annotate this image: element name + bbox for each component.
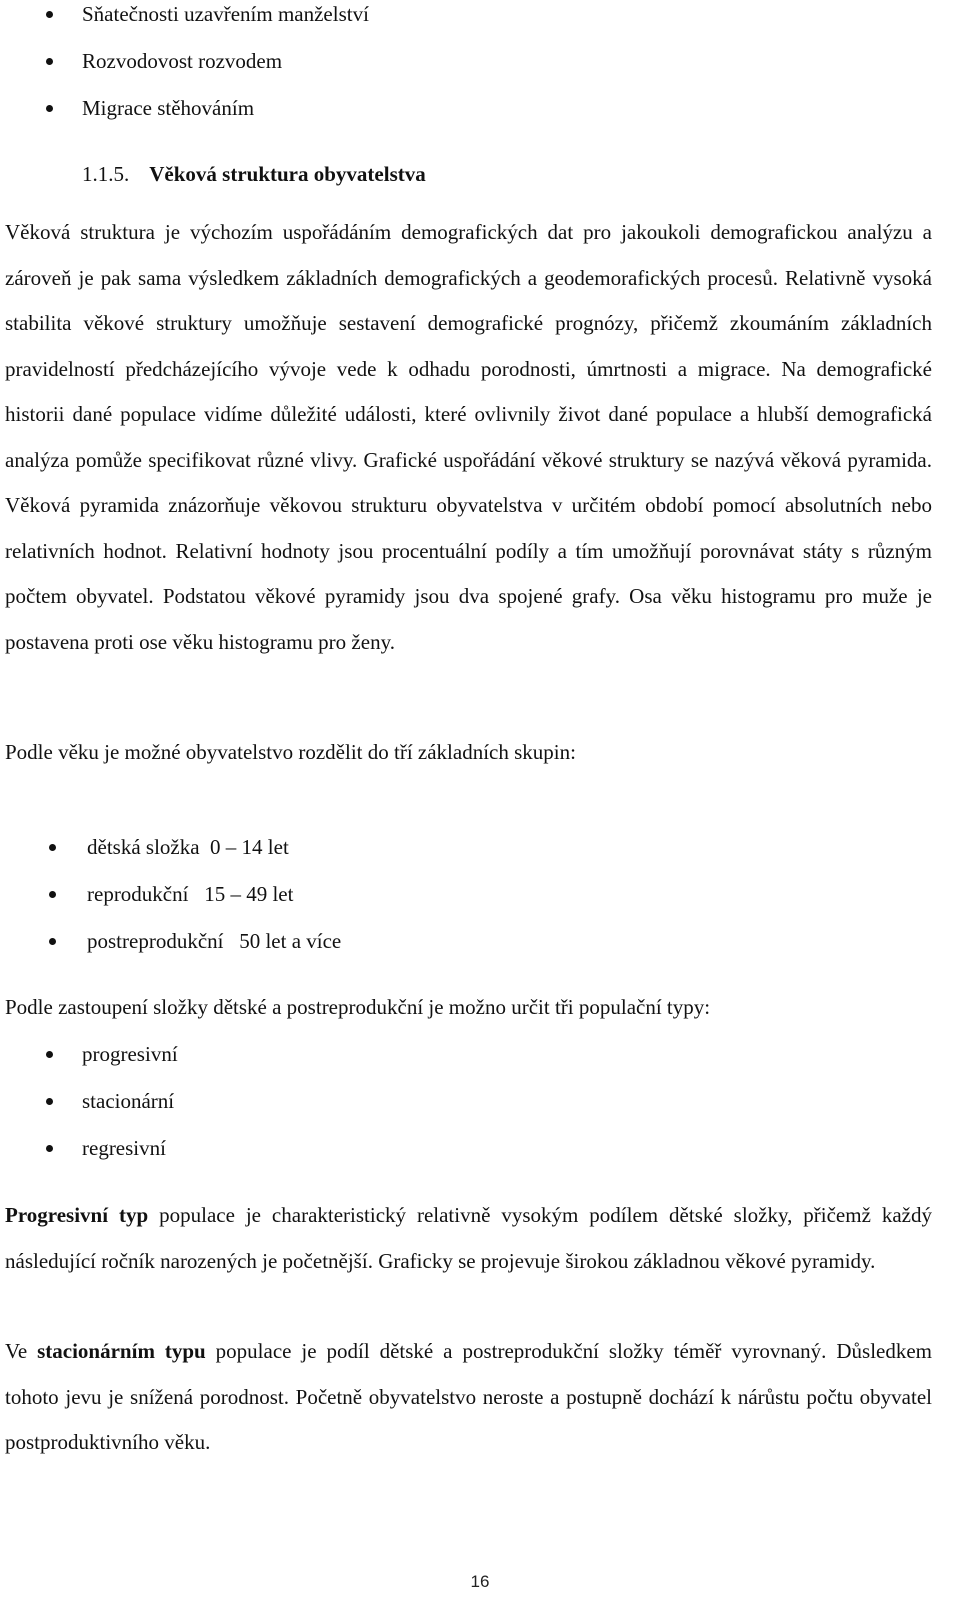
list-item-text: dětská složka 0 – 14 let xyxy=(87,835,289,859)
bullet-icon xyxy=(49,844,56,851)
section-heading xyxy=(82,160,426,188)
list-item-text: Rozvodovost rozvodem xyxy=(82,49,283,73)
list-item-text: regresivní xyxy=(82,1136,166,1160)
bullet-icon xyxy=(46,1098,53,1105)
paragraph-stationary-type xyxy=(5,1329,932,1466)
paragraph-progressive-type xyxy=(5,1193,932,1284)
age-groups-intro: Podle věku je možné obyvatelstvo rozdělit do tří základních skupin: xyxy=(5,740,576,764)
list-item-text: stacionární xyxy=(82,1089,175,1113)
list-item-text: Sňatečnosti uzavřením manželství xyxy=(82,2,369,26)
bullet-icon xyxy=(46,1145,53,1152)
paragraph-age-structure: Věková struktura je výchozím uspořádáním demografických dat pro jakoukoli demografickou analýzu a zároveň je pak sama výsledkem základních demografických a geodemorafických procesů. Relativně vysoká stabilita věkové struktury umožňuje sestavení demografické prognózy, přičemž zkoumáním základních pravidelností předcházejícího vývoje vede k odhadu porodnosti, úmrtnosti a migrace. Na demografické historii dané populace vidíme důležité události, které ovlivnily život dané populace a hlubší demografická analýza pomůže specifikovat různé vlivy. Grafické uspořádání věkové struktury se nazývá věková pyramida. Věková pyramida znázorňuje věkovou strukturu obyvatelstva v určitém období pomocí absolutních nebo relativních hodnot. Relativní hodnoty jsou procentuální podíly a tím umožňují porovnávat státy s různým počtem obyvatel. Podstatou věkové pyramidy jsou dva spojené grafy. Osa věku histogramu pro muže je postavena proti ose věku histogramu pro ženy. xyxy=(5,220,932,654)
section-title: Věková struktura obyvatelstva xyxy=(149,162,426,186)
list-item-text: Migrace stěhováním xyxy=(82,96,255,120)
stationary-type-term: stacionárním typu xyxy=(37,1339,206,1363)
progressive-type-term: Progresivní typ xyxy=(5,1203,149,1227)
stationary-type-lead: Ve xyxy=(5,1339,38,1363)
stationary-type-text: populace je podíl dětské a postreprodukční složky téměř vyrovnaný. Důsledkem tohoto jevu je snížená porodnost. Početně obyvatelstvo neroste a postupně dochází k nárůstu počtu obyvatel postproduktivního věku. xyxy=(5,1339,932,1454)
list-item-text: postreprodukční 50 let a více xyxy=(87,929,342,953)
population-types-intro: Podle zastoupení složky dětské a postreprodukční je možno určit tři populační typy: xyxy=(5,995,711,1019)
list-item-text: progresivní xyxy=(82,1042,178,1066)
bullet-icon xyxy=(46,58,53,65)
bullet-icon xyxy=(46,11,53,18)
bullet-icon xyxy=(49,938,56,945)
progressive-type-text: populace je charakteristický relativně vysokým podílem dětské složky, přičemž každý následující ročník narozených je početnější. Graficky se projevuje širokou základnou věkové pyramidy. xyxy=(5,1203,932,1273)
bullet-icon xyxy=(46,105,53,112)
bullet-icon xyxy=(49,891,56,898)
page-number: 16 xyxy=(470,1572,490,1591)
bullet-icon xyxy=(46,1051,53,1058)
list-item-text: reprodukční 15 – 49 let xyxy=(87,882,294,906)
section-number: 1.1.5. xyxy=(82,162,130,186)
